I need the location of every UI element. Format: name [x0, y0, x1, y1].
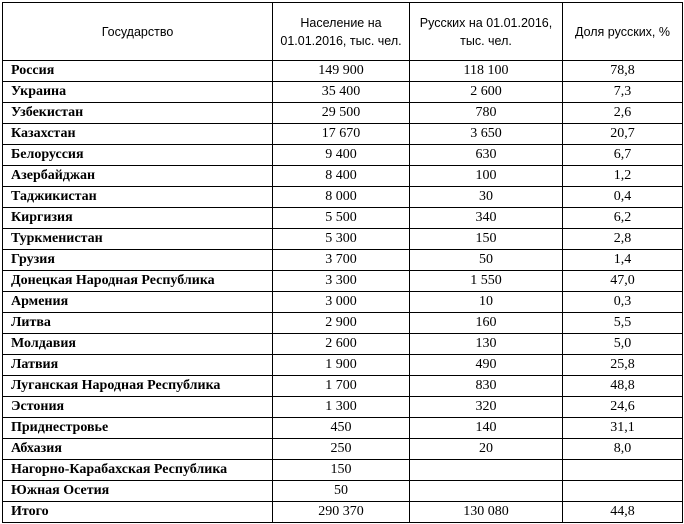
- table-row: [3, 250, 683, 271]
- cell-share: 2,6: [563, 103, 683, 124]
- cell-share: 5,5: [563, 313, 683, 334]
- cell-country: Украина: [3, 82, 273, 103]
- cell-population: 149 900: [273, 61, 410, 82]
- table-row: [3, 61, 683, 82]
- cell-share: 5,0: [563, 334, 683, 355]
- cell-country: Азербайджан: [3, 166, 273, 187]
- cell-russians: 100: [410, 166, 563, 187]
- total-population: 290 370: [273, 502, 410, 523]
- cell-country: Латвия: [3, 355, 273, 376]
- header-share: Доля русских, %: [563, 3, 683, 61]
- cell-russians: 1 550: [410, 271, 563, 292]
- cell-russians: 10: [410, 292, 563, 313]
- cell-country: Молдавия: [3, 334, 273, 355]
- table-row: [3, 418, 683, 439]
- cell-share: 1,2: [563, 166, 683, 187]
- cell-country: Казахстан: [3, 124, 273, 145]
- cell-population: 8 000: [273, 187, 410, 208]
- cell-country: Таджикистан: [3, 187, 273, 208]
- cell-russians: 630: [410, 145, 563, 166]
- cell-population: 1 700: [273, 376, 410, 397]
- table-row: [3, 376, 683, 397]
- cell-russians: [410, 481, 563, 502]
- cell-population: 50: [273, 481, 410, 502]
- cell-country: Киргизия: [3, 208, 273, 229]
- cell-population: 9 400: [273, 145, 410, 166]
- header-row: [3, 3, 683, 61]
- cell-population: 2 900: [273, 313, 410, 334]
- cell-share: 0,3: [563, 292, 683, 313]
- table-row: [3, 124, 683, 145]
- table-row: [3, 82, 683, 103]
- cell-russians: 150: [410, 229, 563, 250]
- cell-russians: 340: [410, 208, 563, 229]
- cell-russians: 490: [410, 355, 563, 376]
- cell-population: 1 900: [273, 355, 410, 376]
- cell-share: 31,1: [563, 418, 683, 439]
- table-row: [3, 103, 683, 124]
- cell-country: Нагорно-Карабахская Республика: [3, 460, 273, 481]
- cell-russians: 3 650: [410, 124, 563, 145]
- cell-population: 5 500: [273, 208, 410, 229]
- cell-russians: 50: [410, 250, 563, 271]
- table-row: [3, 145, 683, 166]
- table-row: [3, 271, 683, 292]
- cell-country: Литва: [3, 313, 273, 334]
- cell-russians: 2 600: [410, 82, 563, 103]
- cell-share: 20,7: [563, 124, 683, 145]
- total-share: 44,8: [563, 502, 683, 523]
- cell-country: Донецкая Народная Республика: [3, 271, 273, 292]
- cell-share: 8,0: [563, 439, 683, 460]
- cell-share: 78,8: [563, 61, 683, 82]
- cell-share: 48,8: [563, 376, 683, 397]
- table-row: [3, 229, 683, 250]
- cell-population: 3 700: [273, 250, 410, 271]
- cell-share: [563, 460, 683, 481]
- cell-share: [563, 481, 683, 502]
- cell-population: 3 000: [273, 292, 410, 313]
- cell-country: Белоруссия: [3, 145, 273, 166]
- cell-russians: 130: [410, 334, 563, 355]
- cell-country: Россия: [3, 61, 273, 82]
- cell-population: 35 400: [273, 82, 410, 103]
- cell-share: 6,2: [563, 208, 683, 229]
- header-country: Государство: [3, 3, 273, 61]
- table-row: [3, 208, 683, 229]
- cell-country: Южная Осетия: [3, 481, 273, 502]
- cell-russians: 780: [410, 103, 563, 124]
- cell-share: 47,0: [563, 271, 683, 292]
- cell-russians: 20: [410, 439, 563, 460]
- total-russians: 130 080: [410, 502, 563, 523]
- cell-country: Абхазия: [3, 439, 273, 460]
- cell-population: 250: [273, 439, 410, 460]
- header-population: Население на 01.01.2016, тыс. чел.: [273, 3, 410, 61]
- cell-country: Приднестровье: [3, 418, 273, 439]
- cell-population: 5 300: [273, 229, 410, 250]
- cell-country: Луганская Народная Республика: [3, 376, 273, 397]
- cell-country: Грузия: [3, 250, 273, 271]
- header-russians: Русских на 01.01.2016, тыс. чел.: [410, 3, 563, 61]
- total-row: [3, 502, 683, 523]
- cell-russians: 118 100: [410, 61, 563, 82]
- cell-share: 7,3: [563, 82, 683, 103]
- cell-russians: 320: [410, 397, 563, 418]
- table-row: [3, 166, 683, 187]
- cell-share: 0,4: [563, 187, 683, 208]
- cell-population: 150: [273, 460, 410, 481]
- table-row: [3, 460, 683, 481]
- table-row: [3, 439, 683, 460]
- table-row: [3, 481, 683, 502]
- cell-population: 3 300: [273, 271, 410, 292]
- cell-russians: 30: [410, 187, 563, 208]
- cell-population: 29 500: [273, 103, 410, 124]
- table-row: [3, 334, 683, 355]
- cell-country: Туркменистан: [3, 229, 273, 250]
- cell-russians: 830: [410, 376, 563, 397]
- cell-share: 25,8: [563, 355, 683, 376]
- cell-russians: [410, 460, 563, 481]
- cell-russians: 160: [410, 313, 563, 334]
- cell-share: 24,6: [563, 397, 683, 418]
- cell-russians: 140: [410, 418, 563, 439]
- cell-population: 1 300: [273, 397, 410, 418]
- total-label: Итого: [3, 502, 273, 523]
- table-body: [3, 61, 683, 523]
- cell-share: 6,7: [563, 145, 683, 166]
- cell-country: Узбекистан: [3, 103, 273, 124]
- table-row: [3, 187, 683, 208]
- cell-share: 1,4: [563, 250, 683, 271]
- table-row: [3, 292, 683, 313]
- table-row: [3, 313, 683, 334]
- cell-country: Эстония: [3, 397, 273, 418]
- population-table: [2, 2, 683, 523]
- table-row: [3, 397, 683, 418]
- cell-population: 2 600: [273, 334, 410, 355]
- table-row: [3, 355, 683, 376]
- cell-population: 450: [273, 418, 410, 439]
- cell-share: 2,8: [563, 229, 683, 250]
- cell-population: 17 670: [273, 124, 410, 145]
- cell-country: Армения: [3, 292, 273, 313]
- cell-population: 8 400: [273, 166, 410, 187]
